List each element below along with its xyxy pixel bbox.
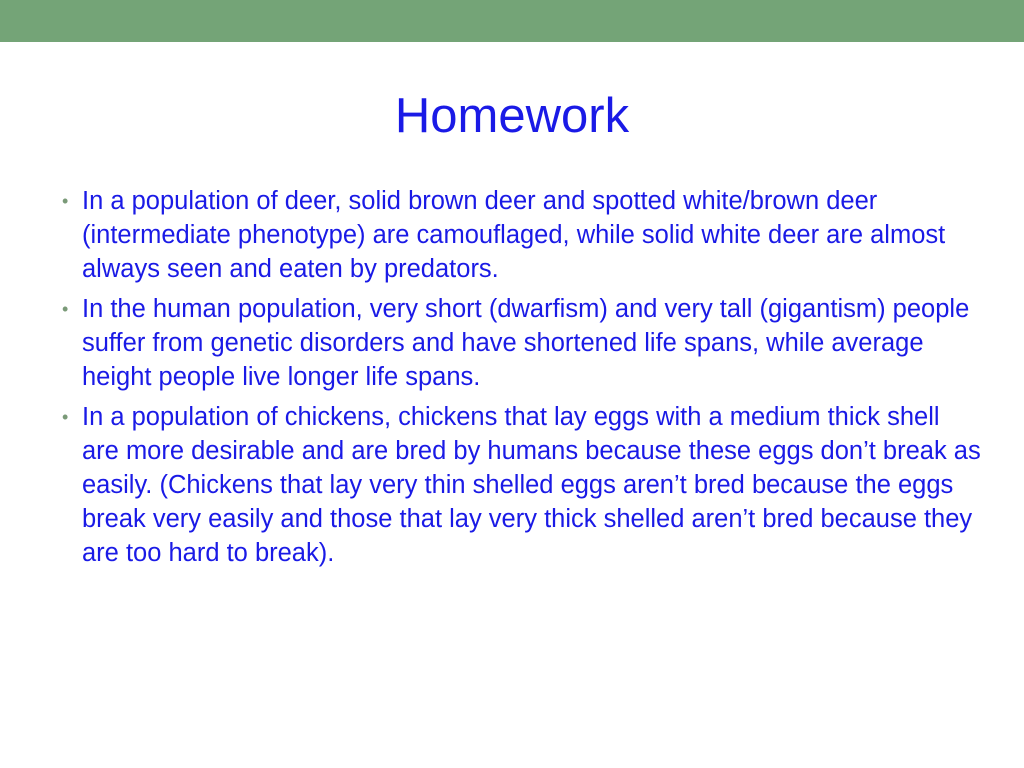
bullet-text: In a population of deer, solid brown deer and spotted white/brown deer (intermediate phenotype) are camouflaged, while solid white deer are almost always seen and eaten by predators.	[82, 187, 946, 283]
bullet-text: In a population of chickens, chickens that lay eggs with a medium thick shell are more desirable and are bred by humans because these eggs don’t break as easily. (Chickens that lay very thin shelled eggs aren’t bred because the eggs break very easily and those that lay very thick shelled aren’t bred because they are too hard to break).	[82, 403, 981, 567]
bullet-text: In the human population, very short (dwarfism) and very tall (gigantism) people suffer from genetic disorders and have shortened life spans, while average height people live longer life spans.	[82, 295, 970, 391]
bullet-item-deer	[62, 184, 982, 286]
bullet-list	[62, 184, 982, 576]
bullet-item-chickens	[62, 400, 982, 570]
header-band	[0, 0, 1024, 42]
bullet-icon: •	[62, 407, 69, 427]
bullet-icon: •	[62, 299, 69, 319]
slide-title: Homework	[394, 89, 630, 143]
bullet-item-human	[62, 292, 982, 394]
bullet-icon: •	[62, 191, 69, 211]
